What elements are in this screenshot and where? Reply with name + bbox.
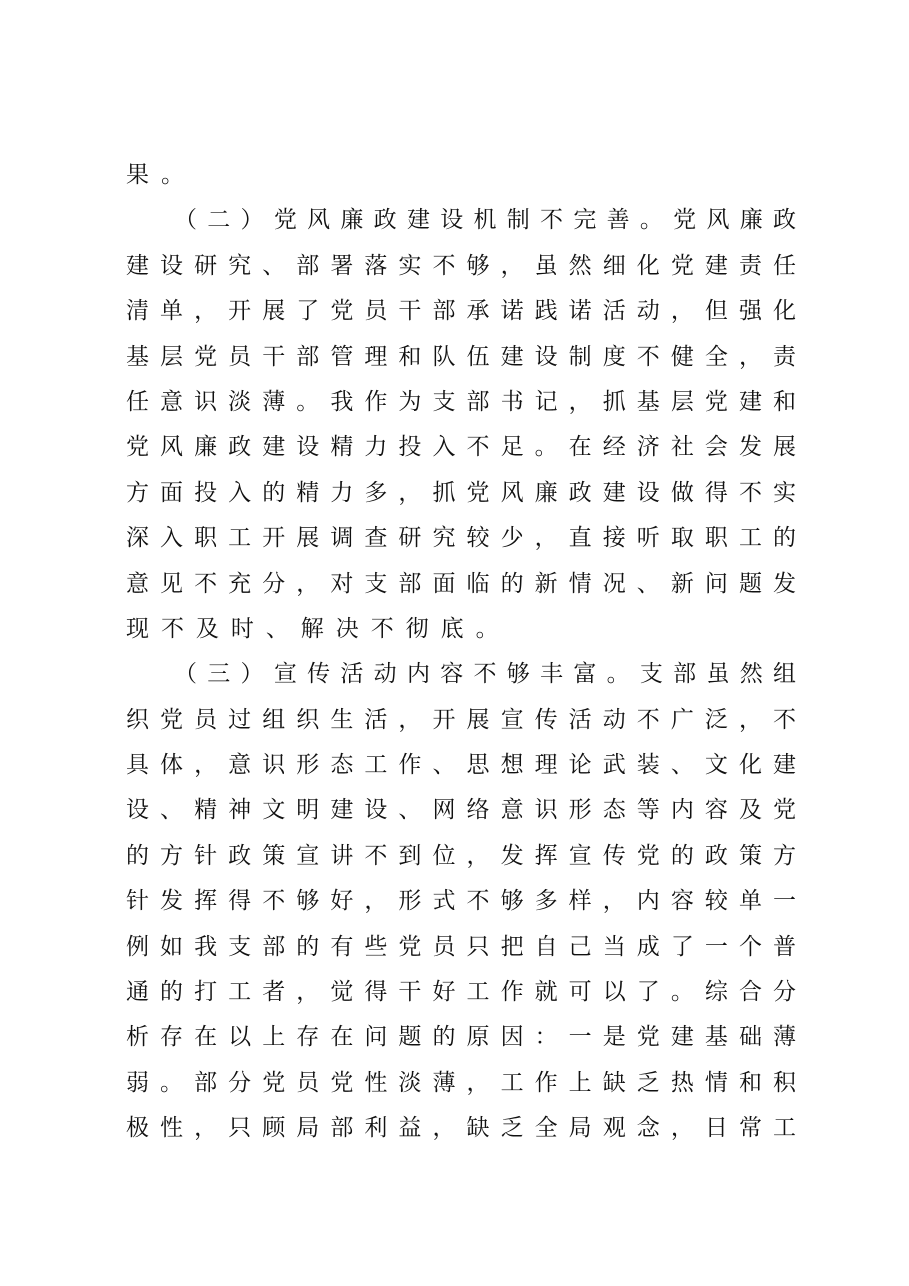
text-line: （二）党风廉政建设机制不完善。党风廉政 bbox=[174, 207, 796, 234]
text-line: 建设研究、部署落实不够，虽然细化党建责任 bbox=[126, 252, 796, 279]
text-line: 极性，只顾局部利益，缺乏全局观念，日常工 bbox=[126, 1115, 796, 1142]
text-line: 织党员过组织生活，开展宣传活动不广泛，不 bbox=[126, 706, 796, 733]
text-line: 通的打工者，觉得干好工作就可以了。综合分 bbox=[126, 979, 796, 1006]
text-line: 例如我支部的有些党员只把自己当成了一个普 bbox=[126, 933, 796, 960]
text-line: 析存在以上存在问题的原因：一是党建基础薄 bbox=[126, 1024, 796, 1051]
text-line: 清单，开展了党员干部承诺践诺活动，但强化 bbox=[126, 298, 796, 325]
text-line: 的方针政策宣讲不到位，发挥宣传党的政策方 bbox=[126, 842, 796, 869]
text-line: 意见不充分，对支部面临的新情况、新问题发 bbox=[126, 570, 796, 597]
text-line: 设、精神文明建设、网络意识形态等内容及党 bbox=[126, 797, 796, 824]
text-line: 具体，意识形态工作、思想理论武装、文化建 bbox=[126, 752, 796, 779]
document-body bbox=[126, 153, 796, 1152]
text-line: 任意识淡薄。我作为支部书记，抓基层党建和 bbox=[126, 388, 796, 415]
text-line: 党风廉政建设精力投入不足。在经济社会发展 bbox=[126, 434, 796, 461]
text-line: 基层党员干部管理和队伍建设制度不健全，责 bbox=[126, 343, 796, 370]
text-line: 弱。部分党员党性淡薄，工作上缺乏热情和积 bbox=[126, 1069, 796, 1096]
text-line: （三）宣传活动内容不够丰富。支部虽然组 bbox=[174, 661, 796, 688]
text-line: 果。 bbox=[126, 162, 196, 188]
text-line: 深入职工开展调查研究较少，直接听取职工的 bbox=[126, 525, 796, 552]
text-line: 方面投入的精力多，抓党风廉政建设做得不实 bbox=[126, 479, 796, 506]
text-line: 针发挥得不够好，形式不够多样，内容较单一 bbox=[126, 888, 796, 915]
text-line: 现不及时、解决不彻底。 bbox=[126, 615, 511, 642]
